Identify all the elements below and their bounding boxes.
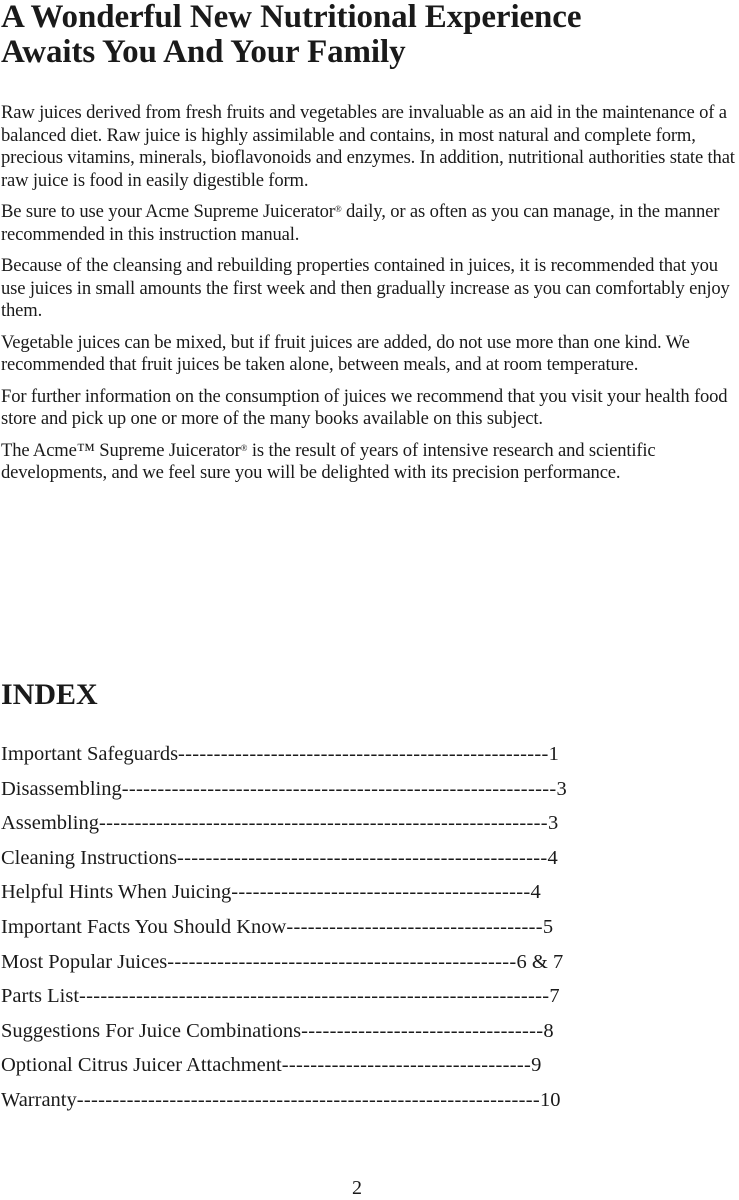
toc-page-number: 3 <box>556 777 567 800</box>
toc-page-number: 4 <box>530 881 541 904</box>
intro-paragraph-3: Because of the cleansing and rebuilding properties contained in juices, it is recommended that you use juices in small amounts the first week and then gradually increase as you can comfortably enjoy them. <box>1 255 730 321</box>
toc-entry-title: Important Facts You Should Know <box>1 915 287 938</box>
toc-entry-title: Disassembling <box>1 777 122 800</box>
intro-paragraph-6-start: The Acme™ Supreme Juicerator <box>1 439 241 461</box>
toc-page-number: 1 <box>548 743 559 765</box>
toc-entry-title: Suggestions For Juice Combinations <box>1 1019 302 1042</box>
toc-page-number: 3 <box>547 812 559 835</box>
page-title-line-2: Awaits You And Your Family <box>1 34 406 70</box>
toc-page-number: 10 <box>540 1088 561 1111</box>
intro-paragraph-1: Raw juices derived from fresh fruits and vegetables are invaluable as an aid in the maintenance of a balanced diet. Raw juice is highly assimilable and contains, in most natural and complete form, precious vitamins, minerals, bioflavonoids and enzymes. In addition, nutritional authorities state that raw juice is food in easily digestible form. <box>1 102 735 191</box>
toc-leader: ---------------------------------------------------- <box>176 846 548 869</box>
registered-mark: ® <box>334 204 342 214</box>
toc-leader: ------------------------------------------------------------------ <box>79 985 550 1008</box>
toc-entry <box>1 742 701 777</box>
toc-page-number: 5 <box>542 915 554 938</box>
toc-entry-title: Cleaning Instructions <box>1 846 177 869</box>
intro-paragraph-6-end: is the result of years of intensive research and scientific developments, and we feel sure you will be delighted with its precision performance. <box>1 439 656 483</box>
toc-leader: ------------------------------------------------- <box>167 950 517 973</box>
toc-entry <box>1 880 701 915</box>
intro-section <box>1 102 739 494</box>
toc-entry-title: Optional Citrus Juicer Attachment <box>1 1054 282 1077</box>
toc-entry-title: Warranty <box>1 1088 77 1111</box>
toc-entry-title: Most Popular Juices <box>1 950 168 973</box>
intro-paragraph-4: Vegetable juices can be mixed, but if fruit juices are added, do not use more than one kind. We recommended that fruit juices be taken alone, between meals, and at room temperature. <box>1 331 690 375</box>
toc-page-number: 7 <box>549 985 560 1008</box>
toc-page-number: 8 <box>543 1019 554 1042</box>
toc-entry <box>1 1088 701 1123</box>
toc-entry-title: Helpful Hints When Juicing <box>1 881 232 904</box>
index-title: INDEX <box>1 678 98 711</box>
intro-paragraph-6 <box>1 440 739 485</box>
toc-entry-title: Important Safeguards <box>1 743 179 765</box>
toc-leader: --------------------------------------------------------------- <box>98 812 548 835</box>
intro-paragraph-5: For further information on the consumption of juices we recommend that you visit your health food store and pick up one or more of the many books available on this subject. <box>1 385 728 429</box>
toc-leader: ------------------------------------------------------------- <box>121 777 557 800</box>
toc-entry <box>1 984 701 1019</box>
toc-entry-title: Parts List <box>1 985 80 1008</box>
intro-paragraph-2 <box>1 201 739 246</box>
toc-leader: ---------------------------------- <box>301 1019 544 1042</box>
page-title <box>1 0 739 70</box>
toc-entry <box>1 777 701 812</box>
toc-leader: ------------------------------------------ <box>231 881 531 904</box>
toc-leader: ------------------------------------ <box>286 915 543 938</box>
toc-page-number: 6 & 7 <box>516 950 564 973</box>
toc-page-number: 9 <box>531 1054 542 1077</box>
toc-entry <box>1 1053 701 1088</box>
toc-leader: ---------------------------------------------------- <box>178 743 549 765</box>
toc-entry <box>1 811 701 846</box>
toc-leader: ----------------------------------- <box>281 1054 532 1077</box>
toc-leader: ----------------------------------------------------------------- <box>76 1088 540 1111</box>
intro-paragraph-2-start: Be sure to use your Acme Supreme Juicerator <box>1 201 335 222</box>
page-title-line-1: A Wonderful New Nutritional Experience <box>1 0 582 35</box>
registered-mark: ® <box>240 442 248 453</box>
table-of-contents <box>1 742 701 1123</box>
toc-entry <box>1 1019 701 1054</box>
toc-entry <box>1 915 701 950</box>
intro-paragraph-2-end: daily, or as often as you can manage, in the manner recommended in this instruction manual. <box>1 201 720 245</box>
toc-entry <box>1 950 701 985</box>
toc-page-number: 4 <box>547 846 558 869</box>
page-number: 2 <box>352 1177 362 1199</box>
toc-entry-title: Assembling <box>1 812 99 835</box>
toc-entry <box>1 846 701 881</box>
